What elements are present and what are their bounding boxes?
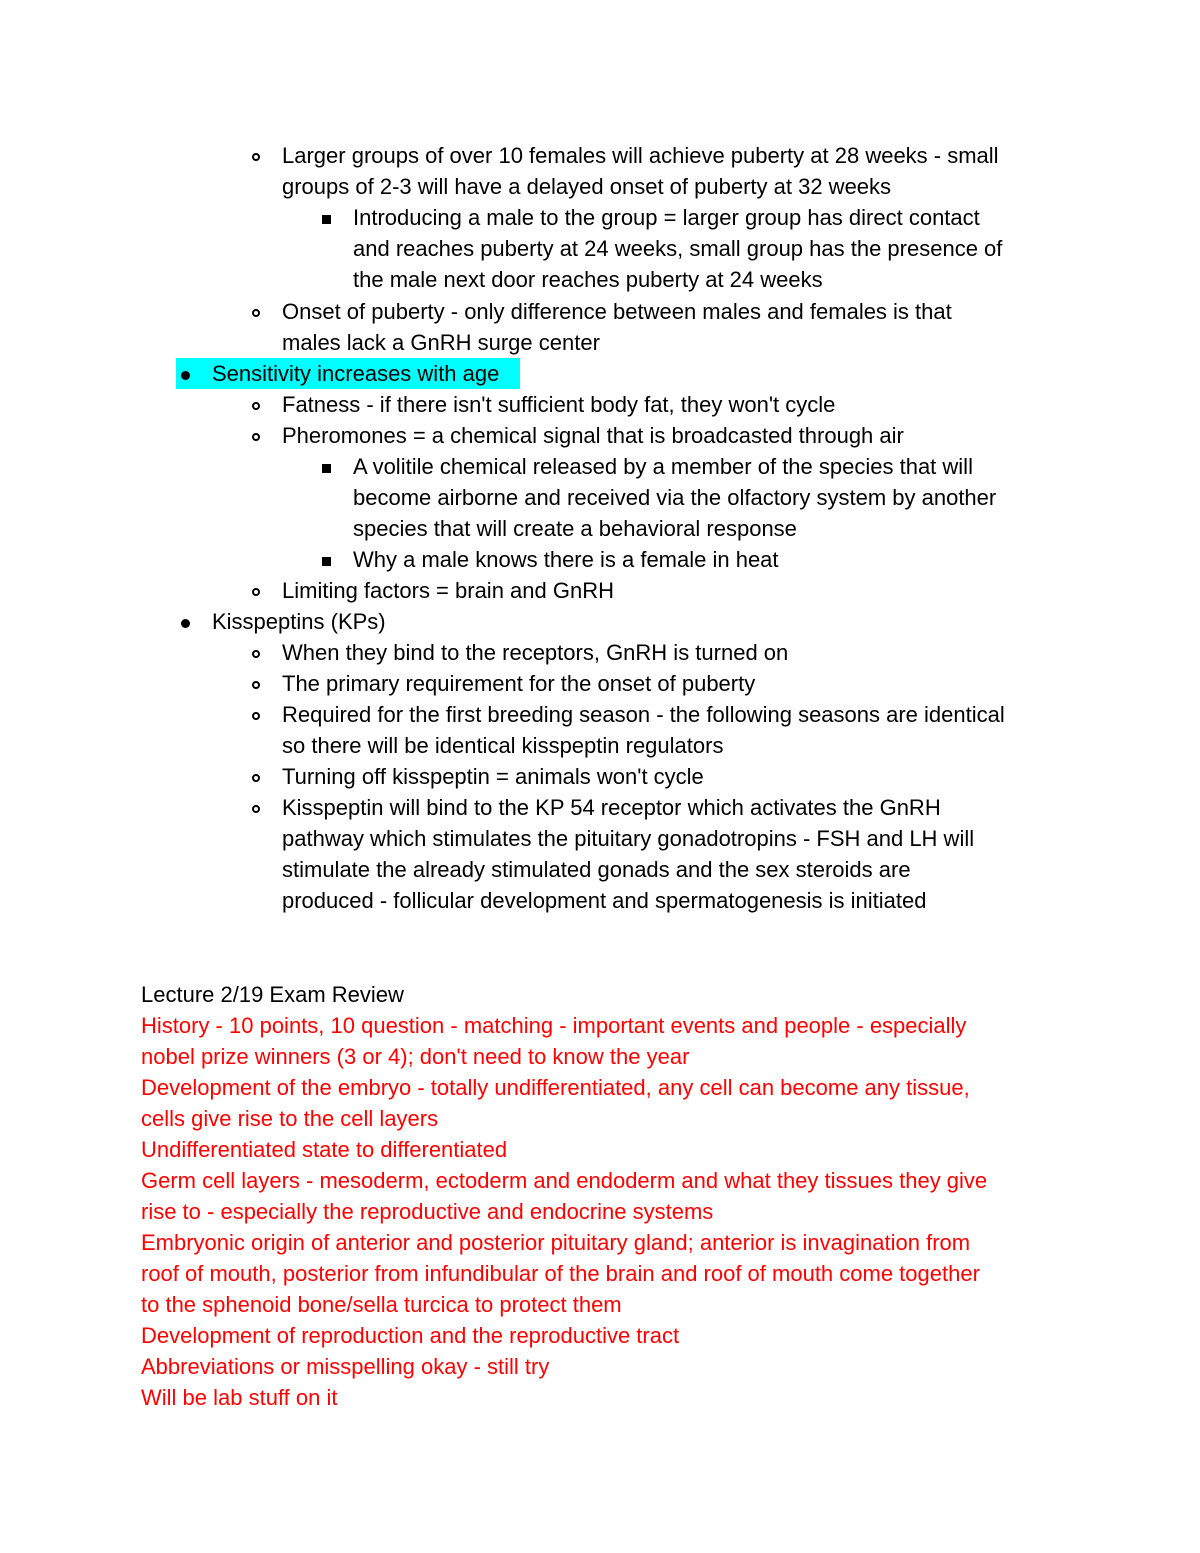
outline-line: Fatness - if there isn't sufficient body fat, they won't cycle	[282, 392, 836, 417]
outline-line: become airborne and received via the olfactory system by another	[353, 485, 997, 510]
hollow-bullet-icon	[246, 792, 266, 823]
review-line: Will be lab stuff on it	[141, 1385, 338, 1410]
hollow-bullet-icon	[246, 140, 266, 171]
review-line: Abbreviations or misspelling okay - still try	[141, 1354, 550, 1379]
review-line: Undifferentiated state to differentiated	[141, 1137, 508, 1162]
outline-line: When they bind to the receptors, GnRH is turned on	[282, 640, 789, 665]
outline-line: produced - follicular development and spermatogenesis is initiated	[282, 888, 927, 913]
outline-heading: Sensitivity increases with age	[212, 361, 500, 386]
hollow-bullet-icon	[246, 668, 266, 699]
review-line: nobel prize winners (3 or 4); don't need to know the year	[141, 1044, 690, 1069]
outline-line: the male next door reaches puberty at 24 weeks	[353, 267, 823, 292]
hollow-bullet-icon	[246, 637, 266, 668]
outline-line: Why a male knows there is a female in heat	[353, 547, 779, 572]
outline-line: Limiting factors = brain and GnRH	[282, 578, 614, 603]
hollow-bullet-icon	[246, 575, 266, 606]
outline-line: Introducing a male to the group = larger group has direct contact	[353, 205, 980, 230]
review-line: Germ cell layers - mesoderm, ectoderm and endoderm and what they tissues they give	[141, 1168, 988, 1193]
outline-line: Larger groups of over 10 females will achieve puberty at 28 weeks - small	[282, 143, 999, 168]
review-heading: Lecture 2/19 Exam Review	[141, 982, 404, 1007]
outline-heading: Kisspeptins (KPs)	[212, 609, 386, 634]
outline-line: The primary requirement for the onset of puberty	[282, 671, 756, 696]
review-line: cells give rise to the cell layers	[141, 1106, 439, 1131]
outline-line: pathway which stimulates the pituitary gonadotropins - FSH and LH will	[282, 826, 975, 851]
square-bullet-icon	[316, 544, 336, 575]
hollow-bullet-icon	[246, 389, 266, 420]
outline-line: so there will be identical kisspeptin regulators	[282, 733, 724, 758]
square-bullet-icon	[316, 202, 336, 233]
review-line: History - 10 points, 10 question - matching - important events and people - especially	[141, 1013, 967, 1038]
bullet-icon	[175, 606, 195, 637]
outline-line: Required for the first breeding season - the following seasons are identical	[282, 702, 1005, 727]
outline-line: Kisspeptin will bind to the KP 54 receptor which activates the GnRH	[282, 795, 941, 820]
outline-line: species that will create a behavioral response	[353, 516, 797, 541]
outline-line: Onset of puberty - only difference between males and females is that	[282, 299, 952, 324]
outline-line: groups of 2-3 will have a delayed onset of puberty at 32 weeks	[282, 174, 892, 199]
bullet-icon	[175, 358, 195, 389]
review-line: to the sphenoid bone/sella turcica to protect them	[141, 1292, 622, 1317]
review-line: Development of reproduction and the reproductive tract	[141, 1323, 680, 1348]
outline-line: and reaches puberty at 24 weeks, small group has the presence of	[353, 236, 1003, 261]
review-line: Embryonic origin of anterior and posterior pituitary gland; anterior is invagination from	[141, 1230, 971, 1255]
outline-line: Pheromones = a chemical signal that is broadcasted through air	[282, 423, 904, 448]
outline-line: A volitile chemical released by a member of the species that will	[353, 454, 973, 479]
square-bullet-icon	[316, 451, 336, 482]
outline-line: males lack a GnRH surge center	[282, 330, 600, 355]
review-line: Development of the embryo - totally undifferentiated, any cell can become any tissue,	[141, 1075, 970, 1100]
hollow-bullet-icon	[246, 420, 266, 451]
hollow-bullet-icon	[246, 699, 266, 730]
outline-line: stimulate the already stimulated gonads and the sex steroids are	[282, 857, 911, 882]
outline-line: Turning off kisspeptin = animals won't cycle	[282, 764, 704, 789]
hollow-bullet-icon	[246, 761, 266, 792]
review-line: roof of mouth, posterior from infundibular of the brain and roof of mouth come together	[141, 1261, 980, 1286]
hollow-bullet-icon	[246, 296, 266, 327]
review-line: rise to - especially the reproductive and endocrine systems	[141, 1199, 714, 1224]
